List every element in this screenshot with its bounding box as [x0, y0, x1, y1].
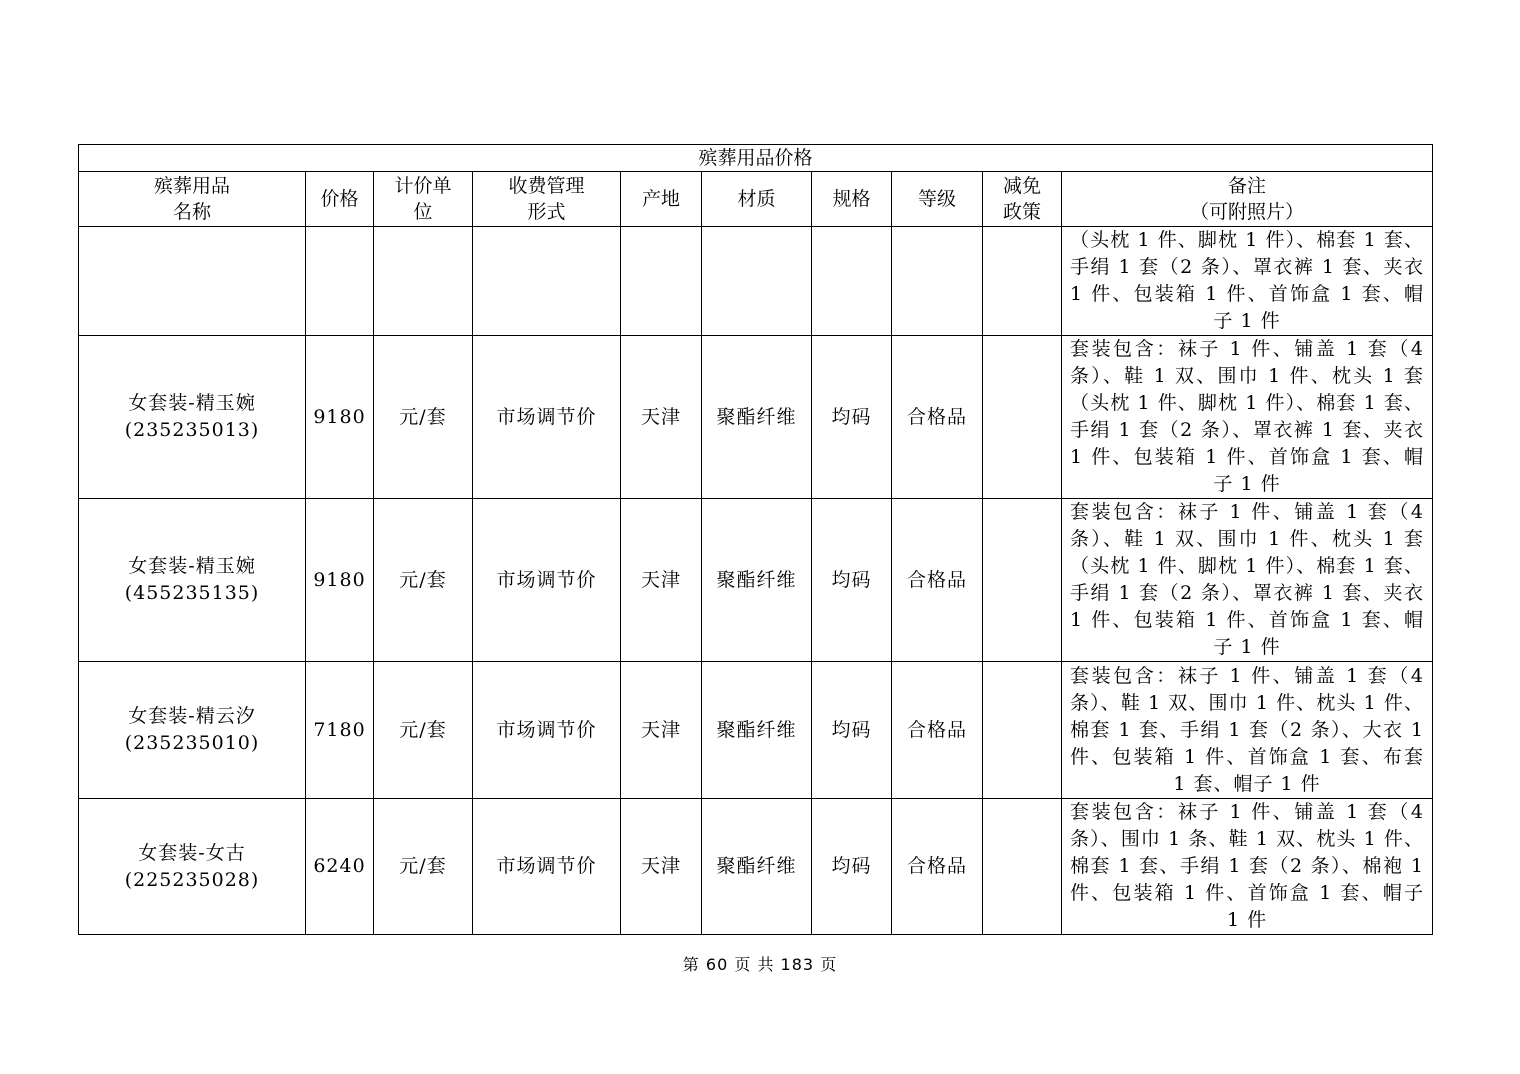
table-row — [79, 799, 1433, 935]
item-material: 聚酯纤维 — [702, 662, 812, 799]
header-remark — [1062, 172, 1433, 227]
header-policy-line1: 减免 — [1002, 175, 1041, 197]
item-grade — [892, 227, 983, 336]
header-unit-line2: 位 — [413, 201, 433, 223]
item-name-cell — [79, 336, 306, 499]
item-fee: 市场调节价 — [473, 799, 621, 935]
table-row — [79, 227, 1433, 336]
footer-middle: 页 共 — [734, 955, 775, 974]
header-name-line1: 殡葬用品 — [153, 175, 230, 197]
item-material: 聚酯纤维 — [702, 336, 812, 499]
item-name: 女套装-女古 — [138, 841, 246, 864]
header-remark-line2: （可附照片） — [1190, 201, 1305, 223]
header-policy-line2: 政策 — [1002, 201, 1041, 223]
table-title: 殡葬用品价格 — [79, 145, 1433, 172]
header-fee-line2: 形式 — [527, 201, 566, 223]
item-remark: 套装包含：袜子 1 件、铺盖 1 套（4 条）、鞋 1 双、围巾 1 件、枕头 1 套（头枕 1 件、脚枕 1 件）、棉套 1 套、手绢 1 套（2 条）、罩衣裤 1 套、夹衣 1 件、包装箱 1 件、首饰盒 1 套、帽子 1 件 — [1070, 501, 1425, 658]
item-price: 7180 — [306, 662, 374, 799]
item-name-cell — [79, 227, 306, 336]
item-grade: 合格品 — [892, 499, 983, 662]
header-remark-line1: 备注 — [1228, 175, 1267, 197]
item-code: (225235028) — [124, 868, 260, 891]
item-price: 9180 — [306, 499, 374, 662]
item-policy — [983, 799, 1062, 935]
header-origin: 产地 — [621, 172, 702, 227]
total-pages: 183 — [780, 955, 815, 974]
item-spec: 均码 — [812, 799, 892, 935]
item-origin: 天津 — [621, 336, 702, 499]
table-row — [79, 662, 1433, 799]
item-grade: 合格品 — [892, 799, 983, 935]
item-name-cell — [79, 499, 306, 662]
item-code: (235235013) — [124, 419, 260, 441]
page-number: 60 — [705, 955, 729, 974]
item-unit: 元/套 — [374, 336, 473, 499]
header-spec: 规格 — [812, 172, 892, 227]
table-row — [79, 336, 1433, 499]
item-fee: 市场调节价 — [473, 662, 621, 799]
item-remark-cell — [1062, 336, 1433, 499]
header-policy — [983, 172, 1062, 227]
item-origin — [621, 227, 702, 336]
item-price: 9180 — [306, 336, 374, 499]
item-origin: 天津 — [621, 799, 702, 935]
item-remark: 套装包含：袜子 1 件、铺盖 1 套（4 条）、围巾 1 条、鞋 1 双、枕头 1 件、棉套 1 套、手绢 1 套（2 条）、棉袍 1 件、包装箱 1 件、首饰盒 1 套、帽子 1 件 — [1070, 801, 1425, 931]
item-name: 女套装-精玉婉 — [128, 555, 256, 577]
item-remark-cell — [1062, 499, 1433, 662]
item-name-cell — [79, 799, 306, 935]
item-code: (235235010) — [124, 732, 260, 754]
item-spec: 均码 — [812, 499, 892, 662]
item-material — [702, 227, 812, 336]
item-policy — [983, 336, 1062, 499]
item-fee: 市场调节价 — [473, 336, 621, 499]
item-remark: 套装包含：袜子 1 件、铺盖 1 套（4 条）、鞋 1 双、围巾 1 件、枕头 1 件、棉套 1 套、手绢 1 套（2 条）、大衣 1 件、包装箱 1 件、首饰盒 1 套、布套 1 套、帽子 1 件 — [1070, 664, 1425, 795]
item-spec — [812, 227, 892, 336]
item-unit: 元/套 — [374, 662, 473, 799]
item-remark: （头枕 1 件、脚枕 1 件）、棉套 1 套、手绢 1 套（2 条）、罩衣裤 1 套、夹衣 1 件、包装箱 1 件、首饰盒 1 套、帽子 1 件 — [1070, 229, 1425, 332]
header-grade: 等级 — [892, 172, 983, 227]
header-material: 材质 — [702, 172, 812, 227]
item-name: 女套装-精云汐 — [128, 705, 256, 727]
item-policy — [983, 499, 1062, 662]
item-grade: 合格品 — [892, 336, 983, 499]
item-material: 聚酯纤维 — [702, 499, 812, 662]
header-name — [79, 172, 306, 227]
item-spec: 均码 — [812, 336, 892, 499]
header-name-line2: 名称 — [172, 201, 211, 223]
item-origin: 天津 — [621, 662, 702, 799]
header-fee — [473, 172, 621, 227]
item-grade: 合格品 — [892, 662, 983, 799]
header-unit-line1: 计价单 — [394, 175, 452, 197]
item-name-cell — [79, 662, 306, 799]
header-price: 价格 — [306, 172, 374, 227]
table-row — [79, 499, 1433, 662]
footer-prefix: 第 — [682, 955, 700, 974]
item-spec: 均码 — [812, 662, 892, 799]
header-row — [79, 172, 1433, 227]
item-origin: 天津 — [621, 499, 702, 662]
item-fee: 市场调节价 — [473, 499, 621, 662]
item-price — [306, 227, 374, 336]
header-unit — [374, 172, 473, 227]
item-unit — [374, 227, 473, 336]
page-footer — [0, 954, 1520, 976]
item-remark: 套装包含：袜子 1 件、铺盖 1 套（4 条）、鞋 1 双、围巾 1 件、枕头 1 套（头枕 1 件、脚枕 1 件）、棉套 1 套、手绢 1 套（2 条）、罩衣裤 1 套、夹衣 1 件、包装箱 1 件、首饰盒 1 套、帽子 1 件 — [1070, 338, 1425, 495]
item-material: 聚酯纤维 — [702, 799, 812, 935]
item-price: 6240 — [306, 799, 374, 935]
item-name: 女套装-精玉婉 — [128, 392, 256, 414]
item-policy — [983, 227, 1062, 336]
item-remark-cell — [1062, 799, 1433, 935]
item-fee — [473, 227, 621, 336]
item-policy — [983, 662, 1062, 799]
item-code: (455235135) — [124, 582, 260, 604]
item-unit: 元/套 — [374, 499, 473, 662]
item-unit: 元/套 — [374, 799, 473, 935]
item-remark-cell — [1062, 662, 1433, 799]
footer-suffix: 页 — [820, 955, 838, 974]
header-fee-line1: 收费管理 — [508, 175, 585, 197]
price-table — [78, 144, 1433, 935]
item-remark-cell — [1062, 227, 1433, 336]
